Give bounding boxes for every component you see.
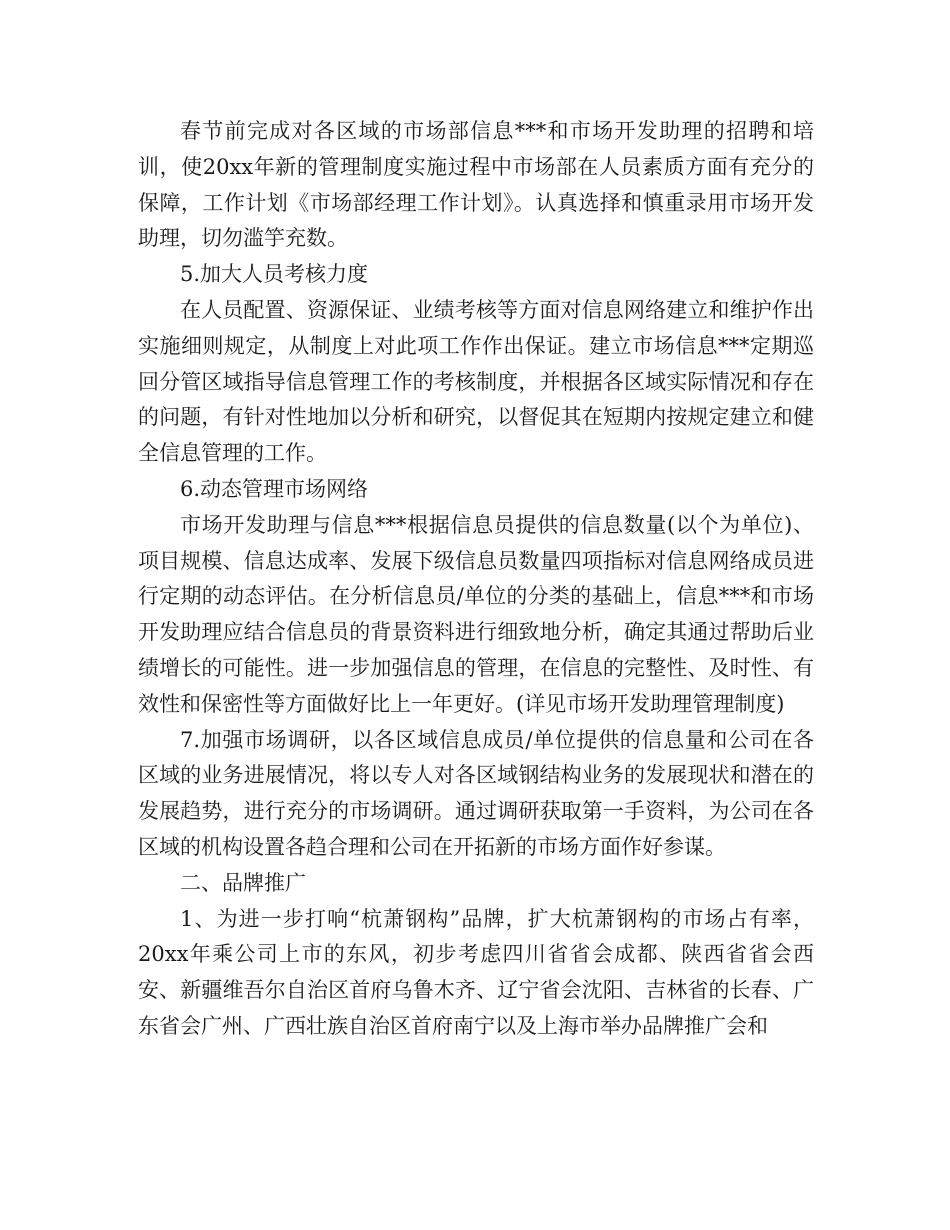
paragraph-network-management: 市场开发助理与信息***根据信息员提供的信息数量(以个为单位)、项目规模、信息达成率、发展下级信息员数量四项指标对信息网络成员进行定期的动态评估。在分析信息员/单位的分类的基础上，信息***和市场开发助理应结合信息员的背景资料进行细致地分析，确定其通过帮助后业绩增长的可能性。进一步加强信息的管理，在信息的完整性、及时性、有效性和保密性等方面做好比上一年更好。(详见市场开发助理管理制度) [138,512,814,716]
paragraph-brand-promotion: 1、为进一步打响“杭萧钢构”品牌，扩大杭萧钢构的市场占有率，20xx年乘公司上市的东风，初步考虑四川省省会成都、陕西省省会西安、新疆维吾尔自治区首府乌鲁木齐、辽宁省会沈阳、吉林省的长春、广东省会广州、广西壮族自治区首府南宁以及上海市举办品牌推广会和 [138,906,814,1038]
document-body [138,114,814,1045]
paragraph-staff-assessment: 在人员配置、资源保证、业绩考核等方面对信息网络建立和维护作出实施细则规定，从制度上对此项工作作出保证。建立市场信息***定期巡回分管区域指导信息管理工作的考核制度，并根据各区域实际情况和存在的问题，有针对性地加以分析和研究，以督促其在短期内按规定建立和健全信息管理的工作。 [138,297,814,466]
heading-brand-promotion: 二、品牌推广 [180,870,306,895]
paragraph-market-research: 7.加强市场调研，以各区域信息成员/单位提供的信息量和公司在各区域的业务进展情况，将以专人对各区域钢结构业务的发展现状和潜在的发展趋势，进行充分的市场调研。通过调研获取第一手资料，为公司在各区域的机构设置各趋合理和公司在开拓新的市场方面作好参谋。 [138,727,814,859]
heading-network-management: 6.动态管理市场网络 [180,476,369,501]
paragraph-recruitment: 春节前完成对各区域的市场部信息***和市场开发助理的招聘和培训，使20xx年新的管理制度实施过程中市场部在人员素质方面有充分的保障，工作计划《市场部经理工作计划》。认真选择和慎重录用市场开发助理，切勿滥竽充数。 [138,119,814,251]
heading-staff-assessment: 5.加大人员考核力度 [180,262,369,287]
